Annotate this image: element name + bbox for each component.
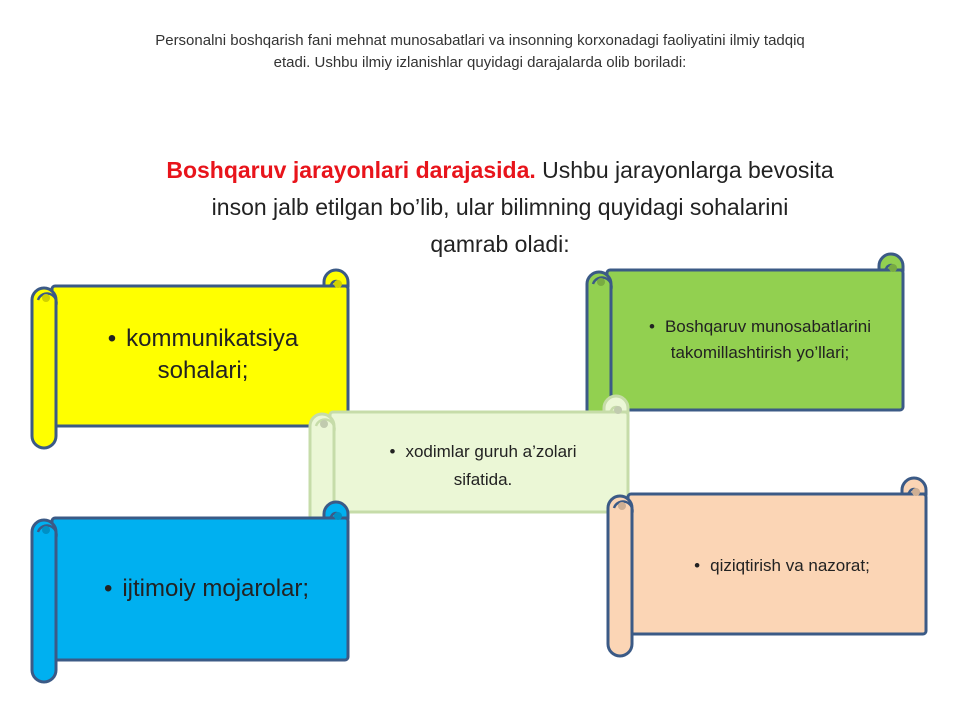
scroll-line-1: ijtimoiy mojarolar; [122,575,310,602]
scroll-text [615,272,905,407]
bullet: • [107,325,117,352]
scroll-text [636,498,928,633]
bullet: • [649,316,655,336]
heading-line-3: qamrab oladi: [430,231,570,257]
intro-line-2: etadi. Ushbu ilmiy izlanishlar quyidagi darajalarda olib boriladi: [273,54,687,71]
scroll-text [68,290,338,420]
heading-line-2: inson jalb etilgan bo’lib, ular bilimning quyidagi sohalarini [211,194,789,220]
scroll-line-1: Boshqaruv munosabatlarini [664,316,871,336]
bullet: • [389,441,396,461]
bullet: • [694,555,701,575]
scroll-text [64,524,349,654]
scroll-line-1: kommunikatsiya [126,325,299,352]
intro-paragraph [40,30,920,74]
heading-accent: Boshqaruv jarayonlari darajasida. [166,157,536,183]
intro-line-1: Personalni boshqarish fani mehnat munosabatlari va insonning korxonadagi faoliyatini ilmiy tadqiq [155,32,805,49]
bullet: • [103,575,113,602]
scroll-text [336,408,630,523]
heading-line-1-rest: Ushbu jarayonlarga bevosita [542,157,834,183]
scroll-line-1: qiziqtirish va nazorat; [710,555,870,575]
scroll-social-conflicts [28,494,356,686]
heading-line-1 [80,152,920,189]
scroll-motivation-control [604,470,934,660]
scroll-line-1: xodimlar guruh a’zolari [405,441,577,461]
scroll-line-2: sifatida. [453,469,513,489]
scroll-line-2: sohalari; [157,357,249,384]
scroll-line-2: takomillashtirish yo’llari; [670,342,850,362]
